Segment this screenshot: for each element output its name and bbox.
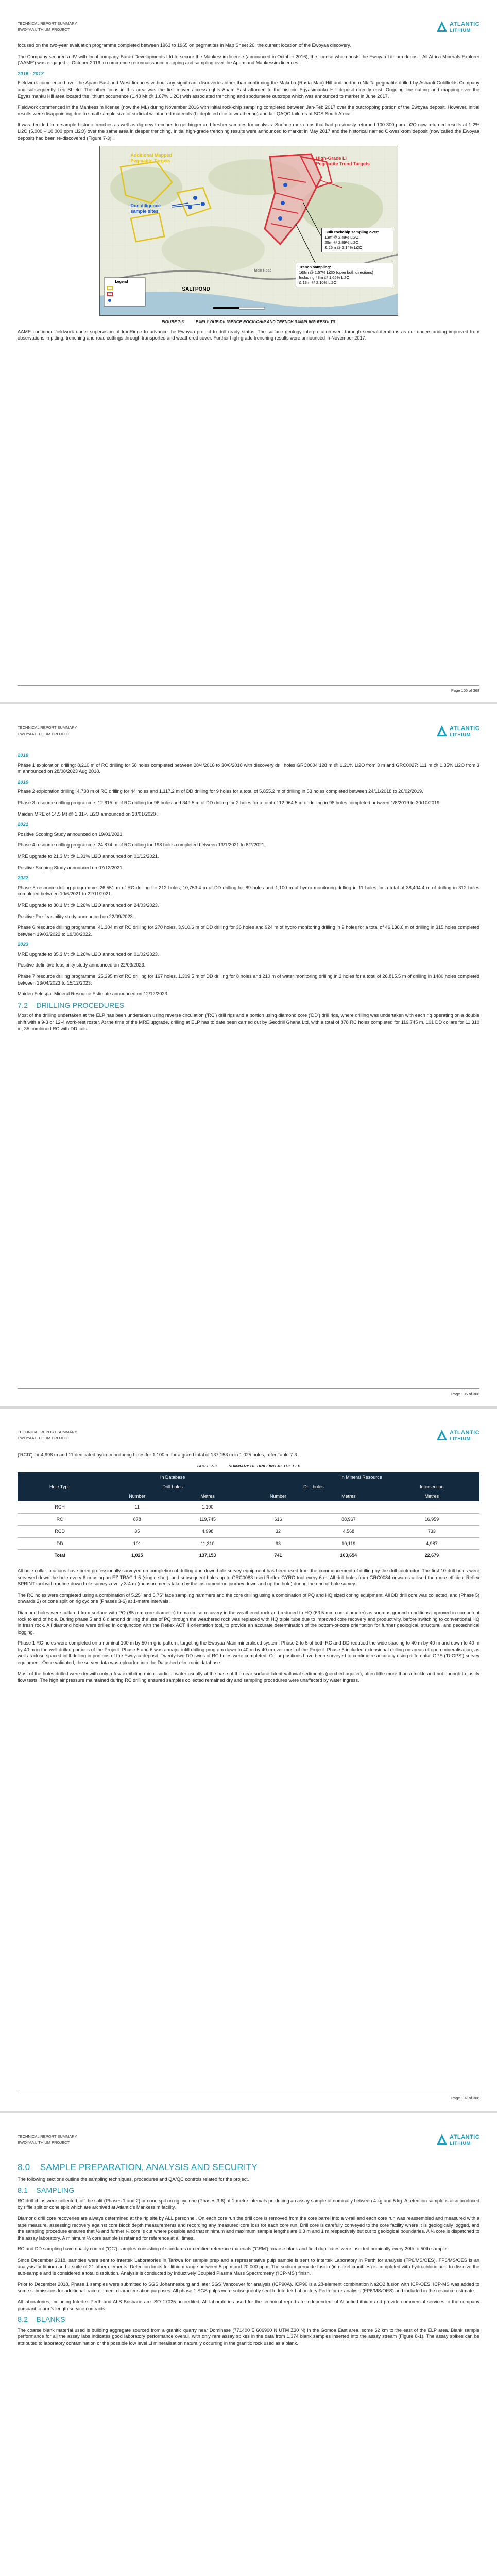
- page-body: [18, 1452, 479, 1688]
- cell: 119,745: [172, 1513, 243, 1526]
- subheading-2022: 2022: [18, 875, 29, 882]
- page-header: [18, 21, 77, 33]
- paragraph: Fieldwork commenced in the Mankessim license (now the ML) during November 2016 with initial rock-chip sampling completed between Jan-Feb 2017 over the outcropping portion of the Ewoyaa deposit. However, initial results were disappointing due to small sample size of surficial weathered materials (Li depleted due to weathering) and lab QAQC failures at SGS South Africa.: [18, 105, 479, 116]
- cell: 1,100: [172, 1501, 243, 1513]
- paragraph: The coarse blank material used is building aggregate sourced from a granitic quarry near Dominase (771400 E 606900 N UTM Z30 N) in the Gomoa East area, some 62 km to the east of the ELP area. Blank sample performance for all the assay labs indicates good laboratory performance overall, with only rare assay spikes in the data from 1,374 blank samples inserted into the assay stream (Figure 8-1). The assay spikes can be attributed to laboratory contamination or the possible low level Li mineralisation naturally occurring in the granitic rock used as a blank.: [18, 2327, 479, 2346]
- paragraph: Prior to December 2018, Phase 1 samples were submitted to SGS Johannesburg and later SGS Vancouver for analysis (ICP90A). ICP90 is a 28-element combination Na2O2 fusion with ICP-OES. ICP-MS was added to some submissions for additional trace element characterisation purposes. All phase 1 SGS pulps were subsequently sent to Intertek Laboratory Perth for re-analysis (FP6/MS/OES) and included in the resource estimate.: [18, 2281, 479, 2294]
- label-saltpond: SALTPOND: [182, 286, 210, 293]
- logo-text-top: ATLANTIC: [450, 725, 480, 732]
- label-highgrade-text: High-Grade Li Pegmatite Trend Targets: [316, 156, 370, 167]
- logo-mark-icon: [436, 1429, 448, 1442]
- logo-mark-icon: [436, 2133, 448, 2146]
- table-total-row: [18, 1550, 479, 1562]
- page-header: [18, 725, 77, 737]
- bulk-sampling-callout: [321, 228, 393, 252]
- logo-text-top: ATLANTIC: [450, 1430, 480, 1436]
- page-number: Page 105 of 368: [451, 688, 479, 693]
- header-project: EWOYAA LITHIUM PROJECT: [18, 1436, 70, 1440]
- paragraph: focused on the two-year evaluation programme completed between 1963 to 1965 on pegmatites in Map Sheet 26; the current location of the Ewoyaa discovery.: [18, 43, 351, 48]
- trench-sampling-callout: [296, 263, 393, 287]
- bulk-sampling-line: 25m @ 2.89% Li2O,: [324, 240, 360, 245]
- cell-hole-type: DD: [18, 1537, 102, 1550]
- paragraph: Most of the drilling undertaken at the ELP has been undertaken using reverse circulation ('RC') drill rigs and a portion using diamond core ('DD') drill rigs, where drilling was undertaken with each rig operating on a double shift with a 9-3 or 12-4 work-rest roster. At the time of the MRE upgrade, drilling at ELP has to date been carried out by Geodrill Ghana Ltd, with a total of 878 RC holes completed for 119,745 m, 101 DD collars for 11,310 m, 35 combined RC with DD tails: [18, 1013, 479, 1031]
- section-heading-8-0: 8.0 SAMPLE PREPARATION, ANALYSIS AND SECURITY: [18, 2162, 258, 2172]
- page-header: [18, 1429, 77, 1442]
- paragraph: The Company secured a JV with local company Barari Developments Ltd to secure the Mankessim license (announced in October 2016); the license which hosts the Ewoyaa Lithium deposit. All Africa Minerals Explorer ('AAME') was engaged in October 2016 to commence reconnaissance mapping and sampling over the Apam and Mankessim licences.: [18, 54, 479, 66]
- header-title: TECHNICAL REPORT SUMMARY: [18, 725, 77, 730]
- cell: 137,153: [199, 1553, 216, 1558]
- col-in-mineral-resource: In Mineral Resource: [243, 1472, 479, 1482]
- logo-mark-icon: [436, 725, 448, 737]
- col-intersection: Intersection: [384, 1482, 479, 1492]
- label-highgrade-trend: [316, 156, 370, 167]
- page-number: Page 106 of 368: [451, 1392, 479, 1396]
- label-due-diligence: [131, 203, 161, 214]
- paragraph: All laboratories, including Intertek Perth and ALS Brisbane are ISO 17025 accredited. All laboratories used for the technical report are independent of Atlantic Lithium and provide commercial services to the company pursuant to arm's length service contracts.: [18, 2299, 479, 2311]
- cell-hole-type: RC: [18, 1513, 102, 1526]
- paragraph: Phase 1 exploration drilling: 8,210 m of RC drilling for 58 holes completed between 28/4/2018 to 30/6/2018 with discovery drill holes GRC0004 128 m @ 1.21% Li2O from 3 m and GRC0027: 111 m @ 1.35% Li2O from 3 m announced on 28/08/2023 Aug 2018.: [18, 762, 479, 774]
- page-body: [18, 42, 479, 346]
- company-logo: [436, 1428, 479, 1444]
- cell: 93: [243, 1537, 313, 1550]
- paragraph: Positive definitive-feasibility study announced on 22/03/2023.: [18, 962, 146, 968]
- paragraph: Fieldwork commenced over the Apam East and West licences without any significant discoveries other than confirming the Makuba (Rasta Man) Hill and northern Nk-Ta pegmatite drilled by Ashanti Goldfields Company and subsequently Leo Shield. The other focus in this area was the first mover access rights Apam East afforded to the historic Egyasimanku Hill deposit directly east. Ongoing line cutting and mapping over the Egyasimanku Hill area located the lithium occurrence (1.48 Mt @ 1.67% Li2O) with associated trenching and spodumene outcrops which was announced to market in June 2017.: [18, 80, 479, 99]
- cell: 32: [243, 1526, 313, 1538]
- col-number-mr: Number: [243, 1492, 313, 1501]
- page-body: [18, 751, 479, 1037]
- cell: 4,998: [172, 1526, 243, 1538]
- subheading-2019: 2019: [18, 779, 29, 785]
- paragraph: MRE upgrade to 35.3 Mt @ 1.26% Li2O announced on 01/02/2023.: [18, 951, 159, 957]
- figure-caption: FIGURE 7-3 EARLY DUE-DILIGENCE ROCK-CHIP AND TRENCH SAMPLING RESULTS: [161, 319, 336, 325]
- col-metres: Metres: [172, 1492, 243, 1501]
- footer-divider: [18, 1388, 479, 1389]
- logo-mark-icon: [436, 21, 448, 33]
- cell: [313, 1501, 384, 1513]
- paragraph: It was decided to re-sample historic trenches as well as dig new trenches to get bigger and fresher samples for analysis. Surface rock chips that had previously returned 100-300 ppm Li2O now returned results at 1-2% Li2O (5,000 – 10,000 ppm Li2O) over the same area in deeper trenching. Initial high-grade trenching results were announced to market in May 2017 and the historical named Okwesikrom deposit (now called the Ewoyaa deposit) had been re-discovered (Figure 7-3).: [18, 122, 479, 141]
- logo-text-top: ATLANTIC: [450, 21, 480, 27]
- trench-sampling-title: Trench sampling:: [299, 265, 331, 270]
- subheading-2018: 2018: [18, 753, 29, 758]
- paragraph: Positive Scoping Study announced on 07/12/2021.: [18, 865, 124, 870]
- table-row: [18, 1513, 479, 1526]
- cell: 616: [243, 1513, 313, 1526]
- label-main-road: Main Road: [254, 269, 272, 273]
- cell: 16,959: [384, 1513, 479, 1526]
- page-body: [18, 2162, 479, 2351]
- paragraph: ('RCD') for 4,998 m and 11 dedicated hydro monitoring holes for 1,100 m for a grand total of 137,153 m in 1,025 holes, refer Table 7-3.: [18, 1452, 299, 1458]
- paragraph: Phase 5 resource drilling programme: 26,551 m of RC drilling for 212 holes, 10,753.4 m of DD drilling for 89 holes and 1,100 m of hydro monitoring drilling in 11 holes for a total of 38,404.4 m of drilling in 312 holes completed between 10/6/2021 to 22/11/2021.: [18, 885, 479, 897]
- table-caption: TABLE 7-3 SUMMARY OF DRILLING AT THE ELP: [196, 1463, 301, 1468]
- col-drill-holes: Drill holes: [102, 1482, 243, 1492]
- paragraph: Phase 2 exploration drilling: 4,738 m of RC drilling for 44 holes and 1,117.2 m of DD drilling for 9 holes for a total of 5,855.2 m of drilling in 53 holes completed between 24/11/2018 to 26/02/2019.: [18, 789, 423, 794]
- paragraph: Maiden Feldspar Mineral Resource Estimate announced on 12/12/2023.: [18, 991, 169, 997]
- col-metres-mr: Metres: [313, 1492, 384, 1501]
- trench-sampling-line: 168m @ 1.57% Li2O (open both directions): [299, 270, 373, 275]
- page-107: [0, 1409, 497, 2111]
- cell-hole-type: RCD: [18, 1526, 102, 1538]
- paragraph: Positive Scoping Study announced on 19/01/2021.: [18, 831, 124, 837]
- page-number: Page 107 of 368: [451, 2096, 479, 2100]
- paragraph: Phase 7 resource drilling programme: 25,295 m of RC drilling for 167 holes, 1,309.5 m of DD drilling for 8 holes and 210 m of water monitoring drilling in 2 holes for a total of 26,815.5 m of drilling in 1480 holes completed between 13/04/2023 to 15/12/2023.: [18, 974, 479, 986]
- cell: 4,987: [384, 1537, 479, 1550]
- paragraph: Since December 2018, samples were sent to Intertek Laboratories in Tarkwa for sample prep and a representative pulp sample is sent to Intertek Laboratory in Perth for analysis (FP6/MS/OES). FP6/MS/OES is an analysis for lithium and a suite of 21 other elements. Detection limits for lithium range between 5 ppm and 20,000 ppm. The sodium peroxide fusion (in nickel crucibles) is completed with hydrochloric acid to dissolve the sub-sample and is considered a total dissolution. Analysis is conducted by Inductively Coupled Plasma Mass Spectrometry ('ICP-MS') finish.: [18, 2257, 479, 2276]
- paragraph: MRE upgrade to 21.3 Mt @ 1.31% Li2O announced on 01/12/2021.: [18, 853, 159, 859]
- subheading-2023: 2023: [18, 942, 29, 948]
- cell: 35: [102, 1526, 172, 1538]
- page-108: [0, 2113, 497, 2576]
- paragraph: Phase 4 resource drilling programme: 24,874 m of RC drilling for 198 holes completed between 13/1/2021 to 8/7/2021.: [18, 842, 266, 848]
- trench-sampling-line: Including 48m @ 1.65% Li2O: [299, 275, 350, 280]
- logo-text-top: ATLANTIC: [450, 2134, 480, 2140]
- col-hole-type: Hole Type: [18, 1472, 102, 1501]
- label-additional-text: Additional Mapped Pegmatite Targets: [130, 152, 172, 164]
- cell: 733: [384, 1526, 479, 1538]
- paragraph: RC drill chips were collected, off the split (Phases 1 and 2) or cone spit on rig cyclone (Phases 3-6) at 1-metre intervals producing an assay sample of nominally between 4 kg and 5 kg. A retention sample is also produced by riffle split or cone split which are archived at Atlantic's Mankessim facility.: [18, 2198, 479, 2210]
- company-logo: [436, 2132, 479, 2148]
- cell: 10,119: [313, 1537, 384, 1550]
- paragraph: All hole collar locations have been professionally surveyed on completion of drilling and down-hole survey equipment has been used from the commencement of drilling by the drill contractor. The first 10 drill holes were surveyed down the hole every 6 m using an EZ TRAC 1.5 (single shot), and subsequent holes up to GRC0083 used Reflex GYRO tool every 6 m. All drill holes from GRC0084 onwards utilised the more efficient Reflex SPRINT tool with routine down hole surveys every 3-4 m (measurements taken by the instrument on journey down and up the hole) during the end-of-hole survey.: [18, 1568, 479, 1587]
- company-logo: [436, 20, 479, 35]
- page-header: [18, 2133, 77, 2146]
- logo-text-bottom: LITHIUM: [450, 28, 471, 33]
- section-heading-8-2: 8.2 BLANKS: [18, 2315, 65, 2324]
- table-row: [18, 1501, 479, 1513]
- cell: 22,679: [424, 1553, 439, 1558]
- paragraph: Diamond drill core recoveries are always determined at the rig site by ALL personnel. On each core run the drill core is removed from the core barrel into a v-rail and each core run was reassembled and measured with a tape measure, assessing recovery against core block depth measurements and recording any measured core loss for each core run. Drill core is carefully conveyed to the core facility where it is geologically logged, and the sampling procedure ensures that ½ and further ¼ core is cut where possible and that minimum and maximum sample lengths are 0.3 m and 1 m respectively but cut to geological boundaries. A ¼ core is dispatched to the assay laboratory. A minimum ¼ core sample is retained for reference at all times.: [18, 2215, 479, 2241]
- cell: 88,967: [313, 1513, 384, 1526]
- subheading-2016-2017: 2016 - 2017: [18, 71, 44, 77]
- page-106: [0, 704, 497, 1406]
- table-row: [18, 1537, 479, 1550]
- paragraph: The following sections outline the sampling techniques, procedures and QA/QC controls related for the project.: [18, 2176, 249, 2182]
- cell: 103,654: [340, 1553, 357, 1558]
- paragraph: Most of the holes drilled were dry with only a few exhibiting minor surficial water usually at the base of the near surface laterite/alluvial sediments (perched aquifer), often little more than a trickle and not enough to justify flow tests. The high air pressure maintained during RC drilling ensured samples collected remained dry and sampling procedures were unaffected by water ingress.: [18, 1671, 479, 1683]
- col-metres-intersection: Metres: [384, 1492, 479, 1501]
- paragraph: Diamond holes were collared from surface with PQ (85 mm core diameter) to maximise recovery in the weathered rock and reduced to HQ (63.5 mm core diameter) as soon as ground conditions improved in competent rock to end of hole. During phase 5 and 6 diamond drilling the use of PQ through the weathered rock was replaced with HQ triple tube due to improved core recovery and productivity, before switching to conventional HQ in fresh rock. All diamond holes were drilled in conjunction with the Reflex ACT II orientation tool, to provide an accurate determination of the bottom-of-core orientation for further geological, structural, and geotechnical logging.: [18, 1609, 479, 1635]
- table-row: [18, 1526, 479, 1538]
- figure-7-3-map: [99, 146, 398, 316]
- bulk-sampling-line: & 25m @ 2.14% Li2O: [324, 245, 363, 250]
- logo-text-bottom: LITHIUM: [450, 1436, 471, 1442]
- section-heading-7-2: 7.2 DRILLING PROCEDURES: [18, 1001, 125, 1009]
- col-number: Number: [102, 1492, 172, 1501]
- paragraph: Phase 6 resource drilling programme: 41,304 m of RC drilling for 270 holes, 3,910.6 m of DD drilling for 36 holes and 924 m of hydro monitoring drilling in 9 holes for a total of 46,138.6 m of drilling in 315 holes completed between 19/03/2022 to 19/08/2022.: [18, 925, 479, 937]
- section-heading-8-1: 8.1 SAMPLING: [18, 2186, 75, 2195]
- paragraph: AAME continued fieldwork under supervision of IronRidge to advance the Ewoyaa project to drill ready status. The surface geology interpretation went through several iterations as our understanding improved from observations in pitting, trenching and road cuttings through transported and weathered cover. Further high-grade trenching results were announced in November 2017.: [18, 329, 479, 341]
- cell: 1,025: [131, 1553, 143, 1558]
- footer-divider: [18, 685, 479, 686]
- cell: 11,310: [172, 1537, 243, 1550]
- trench-sampling-line: & 13m @ 2.10% Li2O: [299, 280, 337, 285]
- cell-hole-type: RCH: [18, 1501, 102, 1513]
- label-additional-targets: [131, 152, 173, 164]
- bulk-sampling-line: 13m @ 2.49% Li2O,: [324, 235, 360, 240]
- logo-text-bottom: LITHIUM: [450, 732, 471, 737]
- col-drill-holes-mr: Drill holes: [243, 1482, 384, 1492]
- cell-total-label: Total: [54, 1553, 65, 1558]
- subheading-2021: 2021: [18, 822, 29, 828]
- cell: [384, 1501, 479, 1513]
- header-project: EWOYAA LITHIUM PROJECT: [18, 732, 70, 736]
- header-project: EWOYAA LITHIUM PROJECT: [18, 2140, 70, 2145]
- paragraph: Phase 3 resource drilling programme: 12,615 m of RC drilling for 96 holes and 349.5 m of DD drilling for 2 holes for a total of 12,964.5 m of drilling in 98 holes completed between 1/8/2019 to 30/10/2019.: [18, 800, 441, 805]
- drilling-summary-table: [18, 1472, 479, 1562]
- paragraph: The RC holes were completed using a combination of 5.25" and 5.75" face sampling hammers and the core drilling using a combination of PQ and HQ sized coring equipment. All DD drill core was collected, and (Phase 5) onwards 2) or cone split on rig cyclone (Phases 3-6) at 1-metre intervals.: [18, 1592, 479, 1604]
- bulk-sampling-title: Bulk rockchip sampling over:: [324, 230, 379, 235]
- cell: 4,568: [313, 1526, 384, 1538]
- paragraph: MRE upgrade to 30.1 Mt @ 1.26% Li2O announced on 24/03/2023.: [18, 902, 159, 908]
- paragraph: Maiden MRE of 14.5 Mt @ 1.31% Li2O announced on 28/01/2020 .: [18, 811, 159, 817]
- col-in-database: In Database: [102, 1472, 243, 1482]
- header-title: TECHNICAL REPORT SUMMARY: [18, 21, 77, 26]
- cell: 878: [102, 1513, 172, 1526]
- paragraph: Positive Pre-feasibility study announced on 22/09/2023.: [18, 913, 134, 919]
- cell: 101: [102, 1537, 172, 1550]
- label-due-text: Due diligence sample sites: [130, 203, 161, 214]
- logo-text-bottom: LITHIUM: [450, 2141, 471, 2146]
- paragraph: RC and DD sampling have quality control ('QC') samples consisting of standards or certified reference materials ('CRM'), coarse blank and field duplicates were inserted nominally every 20th to 50th sample.: [18, 2246, 448, 2252]
- company-logo: [436, 724, 479, 739]
- header-title: TECHNICAL REPORT SUMMARY: [18, 1430, 77, 1434]
- cell: 741: [274, 1553, 282, 1558]
- header-project: EWOYAA LITHIUM PROJECT: [18, 27, 70, 32]
- legend-title: Legend: [115, 280, 128, 284]
- header-title: TECHNICAL REPORT SUMMARY: [18, 2134, 77, 2139]
- cell: 11: [102, 1501, 172, 1513]
- cell: [243, 1501, 313, 1513]
- paragraph: Phase 1 RC holes were completed on a nominal 100 m by 50 m grid pattern, targeting the Ewoyaa Main mineralised system. Phase 2 to 5 of both RC and DD reduced the wide spacing to 40 m by 40 m and down to 40 m by 40 m in the well drilled portions of the Project. Phase 5 and 6 was a major infill drilling program down to 40 m by 40 m over most of the Project. Phase 6 included extensional drilling on areas of open mineralisation, as well as close spaced infill drilling in portions of the Ewoyaa deposit. Twenty-two DD twins of RC holes were completed. Collar positions have been surveyed to centimetre accuracy using differential GPS ('D-GPS') survey equipment. Once validated, the survey data was uploaded into the Datashed electronic database.: [18, 1640, 479, 1666]
- page-105: [0, 0, 497, 703]
